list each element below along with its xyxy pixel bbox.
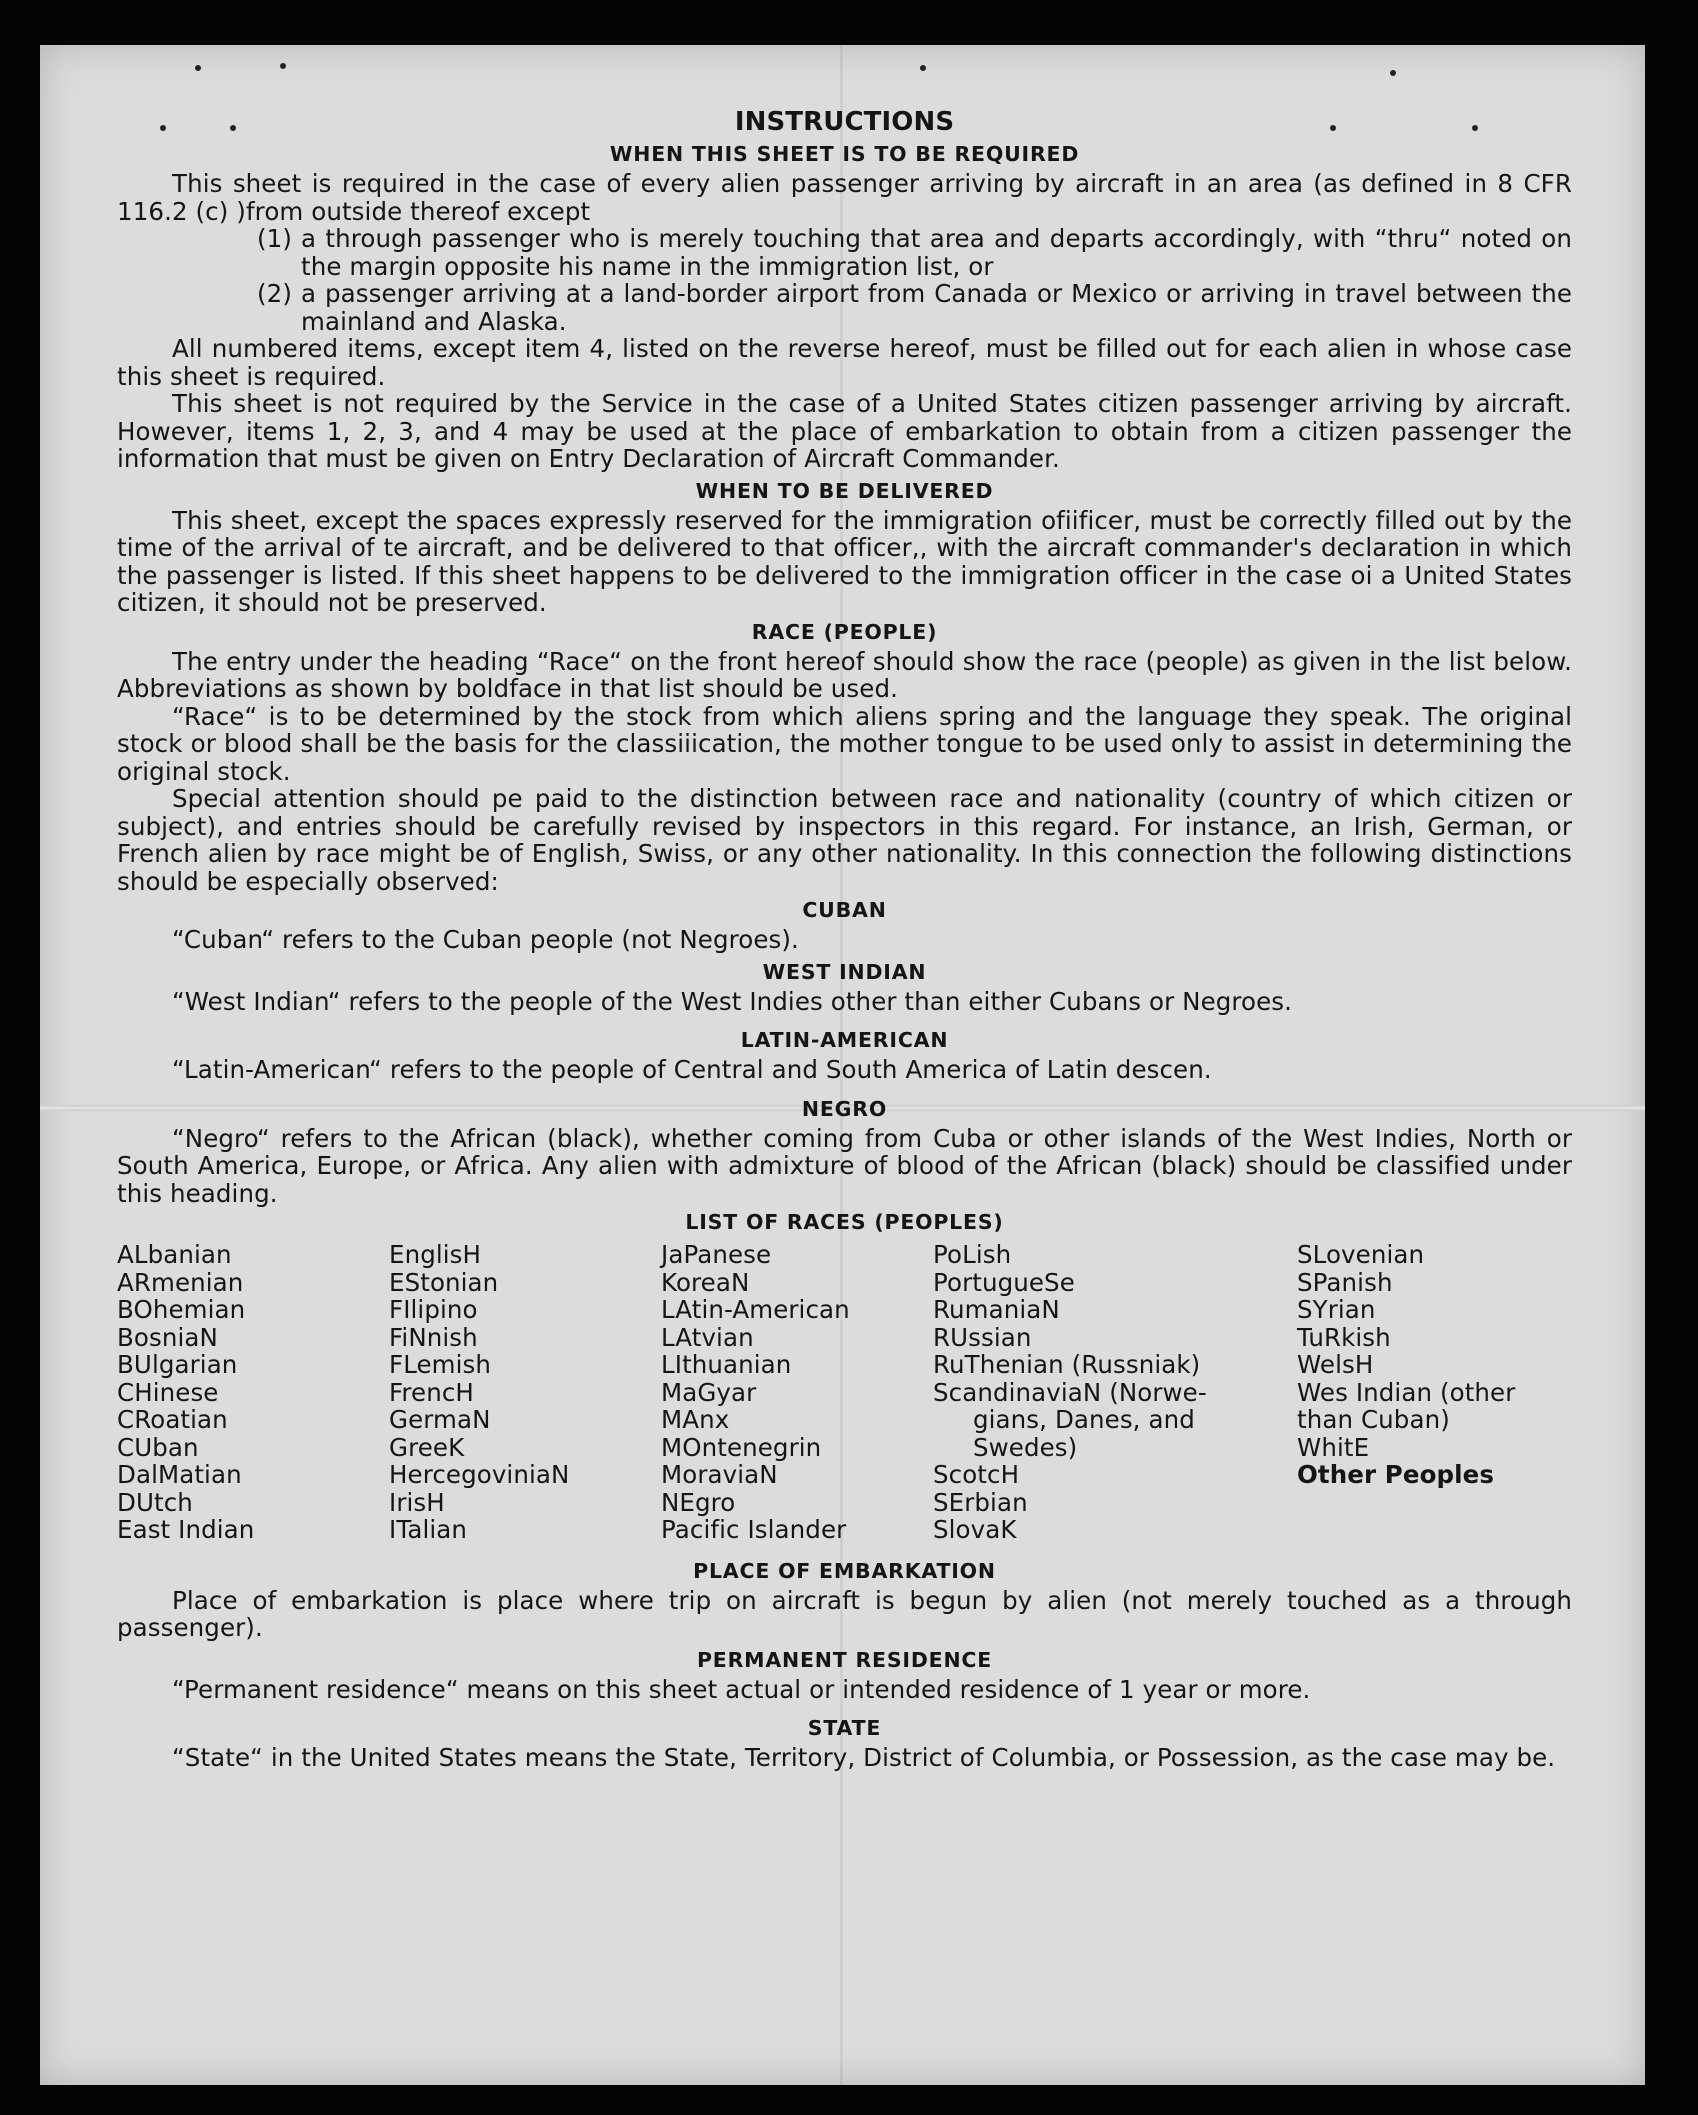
race-entry: JaPanese xyxy=(661,1240,772,1269)
paragraph: “Negro“ refers to the African (black), whether coming from Cuba or other islands of the West Indies, North or South America, Europe, or Africa. Any alien with admixture of blood of the African (black) should be classified under this heading. xyxy=(117,1123,1572,1208)
race-entry: Pacific Islander xyxy=(661,1515,847,1544)
race-entry: PortugueSe xyxy=(933,1267,1075,1297)
paragraph: All numbered items, except item 4, listed on the reverse hereof, must be filled out for each alien in whose case this sheet is required. xyxy=(117,334,1572,391)
paragraph: “Latin-American“ refers to the people of Central and South America of Latin descen. xyxy=(172,1055,1212,1084)
race-entry: GreeK xyxy=(389,1432,465,1462)
race-list xyxy=(117,1241,1572,1544)
race-entry: MaGyar xyxy=(661,1377,757,1407)
race-entry: East Indian xyxy=(117,1515,255,1544)
paragraph: “Permanent residence“ means on this sheet actual or intended residence of 1 year or more. xyxy=(172,1674,1311,1704)
ink-speck xyxy=(195,65,201,71)
race-entry: GermaN xyxy=(389,1405,491,1434)
race-entry: IrisH xyxy=(389,1487,445,1517)
list-number: (1) xyxy=(257,224,293,253)
race-entry: BUlgarian xyxy=(117,1350,238,1379)
race-entry: FIlipino xyxy=(389,1295,478,1324)
list-text: a through passenger who is merely touching that area and departs accordingly, with “thru“ noted on the margin opposite his name in the immigration list, or xyxy=(301,224,1572,281)
section-heading-latin-american: LATIN-AMERICAN xyxy=(740,1028,949,1052)
race-entry: EnglisH xyxy=(389,1240,482,1269)
race-entry: FLemish xyxy=(389,1350,492,1379)
section-heading-list-of-races: LIST OF RACES (PEOPLES) xyxy=(685,1210,1004,1234)
section-heading-embarkation: PLACE OF EMBARKATION xyxy=(693,1558,996,1583)
ink-speck xyxy=(280,63,286,69)
page-title: INSTRUCTIONS xyxy=(734,107,955,137)
race-entry: CUban xyxy=(117,1432,199,1462)
race-entry: MOntenegrin xyxy=(661,1432,822,1462)
paragraph: Special attention should pe paid to the distinction between race and nationality (country of which citizen or subject), and entries should be carefully revised by inspectors in this regard. For instance, an Irish, German, or French alien by race might be of English, Swiss, or any other nationality. In this connection the following distinctions should be especially observed: xyxy=(117,784,1572,896)
paragraph: The entry under the heading “Race“ on the front hereof should show the race (people) as given in the list below. Abbreviations as shown by boldface in that list should be used. xyxy=(117,646,1572,703)
race-entry: SlovaK xyxy=(933,1515,1017,1544)
list-number: (2) xyxy=(257,279,293,308)
race-entry: FrencH xyxy=(389,1377,474,1407)
race-entry: Wes Indian (other than Cuban) xyxy=(1297,1377,1516,1434)
list-item xyxy=(257,280,1572,335)
race-entry: WelsH xyxy=(1297,1350,1374,1379)
paragraph: “West Indian“ refers to the people of the West Indies other than either Cubans or Negroes. xyxy=(172,986,1293,1016)
race-column xyxy=(117,1241,389,1544)
paragraph: This sheet is not required by the Service in the case of a United States citizen passenger arriving by aircraft. However, items 1, 2, 3, and 4 may be used at the place of embarkation to obtain from a citizen passenger the information that must be given on Entry Declaration of Aircraft Commander. xyxy=(117,389,1572,473)
list-text: a passenger arriving at a land-border airport from Canada or Mexico or arriving in travel between the mainland and Alaska. xyxy=(301,279,1572,336)
race-entry: LAtvian xyxy=(661,1322,754,1352)
paragraph: This sheet is required in the case of every alien passenger arriving by aircraft in an area (as defined in 8 CFR 116.2 (c) )from outside thereof except xyxy=(117,169,1572,226)
list-item xyxy=(257,225,1572,280)
instructions-content xyxy=(117,105,1572,1772)
race-entry: WhitE xyxy=(1297,1432,1370,1462)
race-entry: KoreaN xyxy=(661,1267,750,1297)
race-entry: SPanish xyxy=(1297,1267,1393,1297)
ink-speck xyxy=(920,65,926,71)
race-entry: DalMatian xyxy=(117,1460,242,1489)
race-entry: RUssian xyxy=(933,1322,1032,1352)
race-entry: MoraviaN xyxy=(661,1460,778,1489)
race-entry: ScandinaviaN (Norwe- xyxy=(933,1377,1207,1407)
race-entry: CRoatian xyxy=(117,1405,228,1434)
section-heading-cuban: CUBAN xyxy=(802,898,887,922)
race-entry: SLovenian xyxy=(1297,1240,1425,1269)
paragraph: Place of embarkation is place where trip on aircraft is begun by alien (not merely touched as a through passenger). xyxy=(117,1585,1572,1642)
race-entry-other: Other Peoples xyxy=(1297,1460,1495,1489)
race-entry: CHinese xyxy=(117,1377,219,1407)
race-entry-continuation: gians, Danes, and xyxy=(973,1405,1195,1434)
race-entry: LIthuanian xyxy=(661,1350,792,1379)
race-entry: HercegoviniaN xyxy=(389,1460,570,1489)
race-entry: ITalian xyxy=(389,1515,468,1544)
section-heading-negro: NEGRO xyxy=(801,1096,888,1121)
race-entry: FiNnish xyxy=(389,1322,478,1352)
race-column xyxy=(389,1241,661,1544)
race-column xyxy=(1297,1241,1572,1544)
race-entry: TuRkish xyxy=(1297,1322,1391,1352)
race-entry: EStonian xyxy=(389,1267,499,1297)
race-entry: NEgro xyxy=(661,1487,736,1517)
section-heading-residence: PERMANENT RESIDENCE xyxy=(696,1647,993,1672)
section-heading-required: WHEN THIS SHEET IS TO BE REQUIRED xyxy=(609,142,1080,166)
race-entry: ARmenian xyxy=(117,1267,244,1297)
race-entry: PoLish xyxy=(933,1240,1012,1269)
race-entry: BOhemian xyxy=(117,1295,246,1324)
paragraph: “Cuban“ refers to the Cuban people (not Negroes). xyxy=(172,925,799,954)
paragraph: “State“ in the United States means the State, Territory, District of Columbia, or Possession, as the case may be. xyxy=(172,1743,1556,1772)
race-entry: RuThenian (Russniak) xyxy=(933,1350,1201,1379)
section-heading-race: RACE (PEOPLE) xyxy=(751,619,938,644)
paragraph: This sheet, except the spaces expressly reserved for the immigration ofiificer, must be correctly filled out by the time of the arrival of te aircraft, and be delivered to that officer,, with the aircraft commander's declaration in which the passenger is listed. If this sheet happens to be delivered to the immigration officer in the case oi a United States citizen, it should not be preserved. xyxy=(117,505,1572,617)
ink-speck xyxy=(1390,70,1396,76)
race-entry: LAtin-American xyxy=(661,1295,850,1324)
race-entry: SErbian xyxy=(933,1487,1028,1517)
section-heading-west-indian: WEST INDIAN xyxy=(762,959,927,984)
paragraph: “Race“ is to be determined by the stock from which aliens spring and the language they speak. The original stock or blood shall be the basis for the classiiication, the mother tongue to be used only to assist in determining the original stock. xyxy=(117,701,1572,786)
section-heading-delivered: WHEN TO BE DELIVERED xyxy=(695,478,994,503)
section-heading-state: STATE xyxy=(807,1716,882,1740)
race-column xyxy=(661,1241,933,1544)
race-column xyxy=(933,1241,1297,1544)
race-entry: ALbanian xyxy=(117,1240,232,1269)
race-entry: SYrian xyxy=(1297,1295,1376,1324)
race-entry: BosniaN xyxy=(117,1322,218,1352)
race-entry: MAnx xyxy=(661,1405,730,1434)
document-sheet xyxy=(40,45,1645,2085)
race-entry: DUtch xyxy=(117,1487,193,1517)
race-entry: RumaniaN xyxy=(933,1295,1060,1324)
race-entry: ScotcH xyxy=(933,1460,1020,1489)
race-entry-continuation: Swedes) xyxy=(973,1432,1078,1462)
